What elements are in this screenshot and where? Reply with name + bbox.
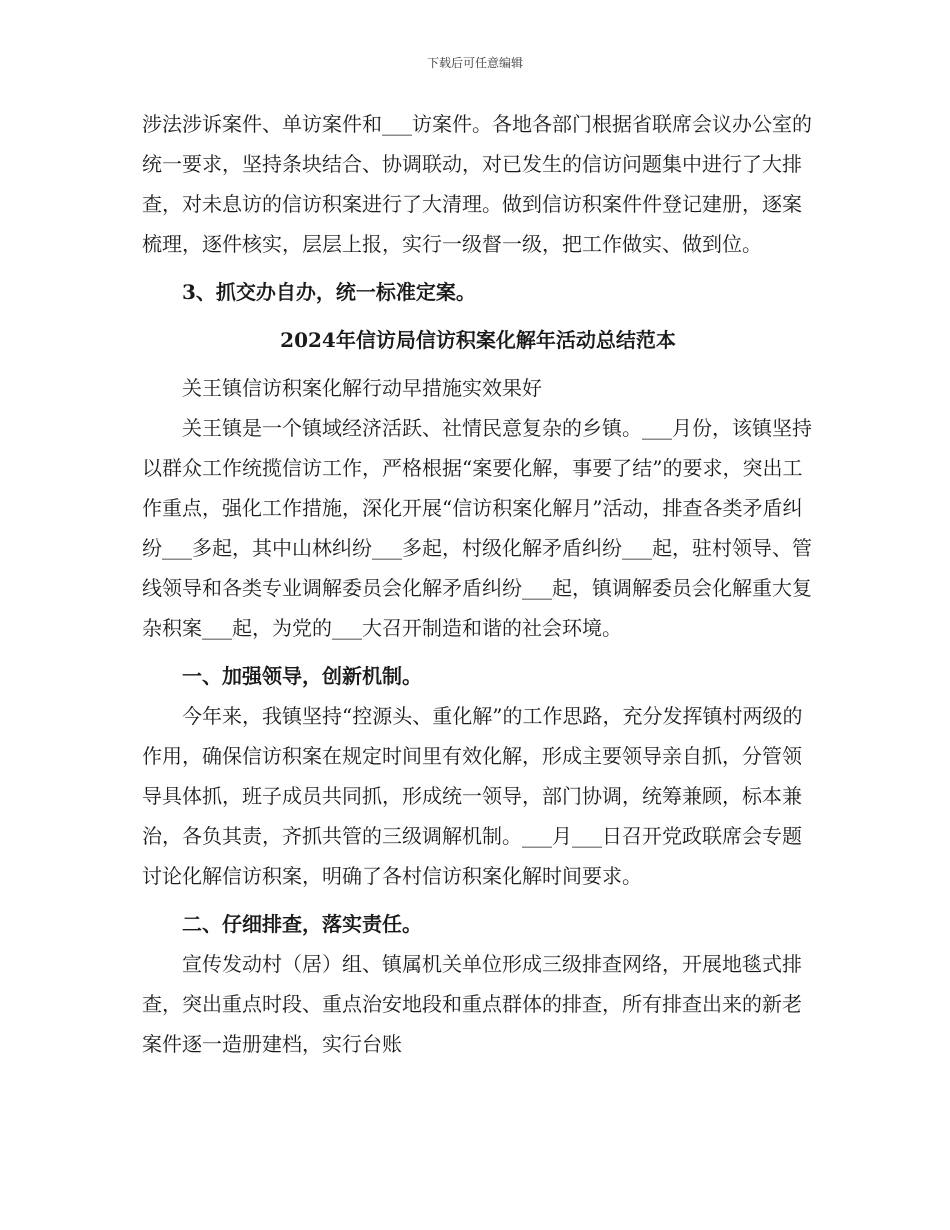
paragraph-continued: 涉法涉诉案件、单访案件和___访案件。各地各部门根据省联席会议办公室的统一要求，坚持条块结合、协调联动，对已发生的信访问题集中进行了大排查，对未息访的信访积案进行了大清理。做到信访积案件件登记建册，逐案梳理，逐件核实，层层上报，实行一级督一级，把工作做实、做到位。 [142, 112, 812, 256]
section-heading-2: 二、仔细排查，落实责任。 [182, 912, 422, 936]
article-subtitle: 关王镇信访积案化解行动早措施实效果好 [182, 376, 542, 400]
section-heading-1: 一、加强领导，创新机制。 [182, 664, 422, 688]
paragraph-intro: 关王镇是一个镇域经济活跃、社情民意复杂的乡镇。___月份，该镇坚持以群众工作统揽信访工作，严格根据“案要化解，事要了结”的要求，突出工作重点，强化工作措施，深化开展“信访积案化解月”活动，排查各类矛盾纠纷___多起，其中山林纠纷___多起，村级化解矛盾纠纷___起，驻村领导、管线领导和各类专业调解委员会化解矛盾纠纷___起，镇调解委员会化解重大复杂积案___起，为党的___大召开制造和谐的社会环境。 [142, 416, 812, 640]
document-body [142, 104, 814, 1064]
paragraph-section-1: 今年来，我镇坚持“控源头、重化解”的工作思路，充分发挥镇村两级的作用，确保信访积案在规定时间里有效化解，形成主要领导亲自抓，分管领导具体抓，班子成员共同抓，形成统一领导，部门协调，统筹兼顾，标本兼治，各负其责，齐抓共管的三级调解机制。___月___日召开党政联席会专题讨论化解信访积案，明确了各村信访积案化解时间要求。 [142, 704, 803, 888]
page-header: 下载后可任意编辑 [426, 56, 523, 70]
paragraph-section-2: 宣传发动村（居）组、镇属机关单位形成三级排查网络，开展地毯式排查，突出重点时段、重点治安地段和重点群体的排查，所有排查出来的新老案件逐一造册建档，实行台账 [142, 952, 802, 1056]
document-title: 2024年信访局信访积案化解年活动总结范本 [280, 328, 676, 352]
subheading-3: 3、抓交办自办，统一标准定案。 [182, 280, 476, 304]
